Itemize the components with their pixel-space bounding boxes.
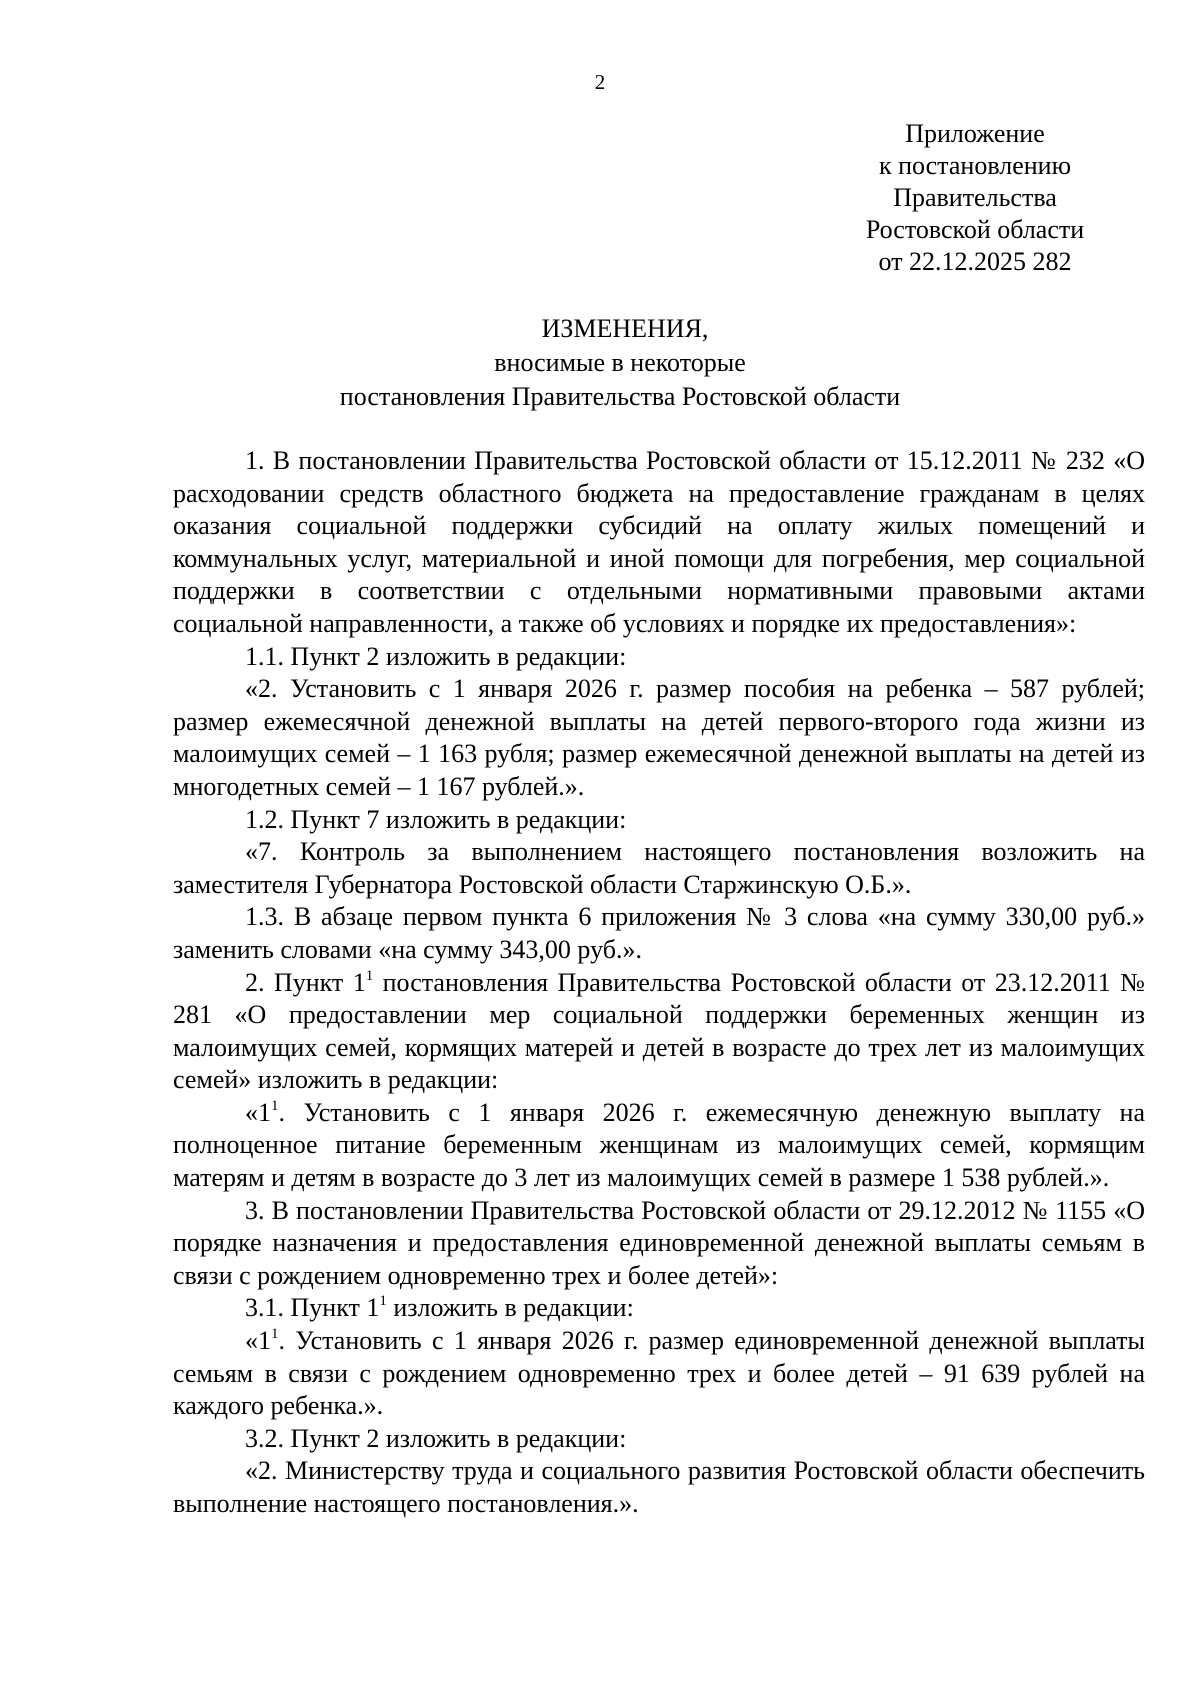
paragraph-text: изложить в редакции: — [386, 1293, 634, 1323]
title-heading: ИЗМЕНЕНИЯ, — [541, 314, 709, 343]
paragraph-text: 3.1. Пункт 1 — [245, 1293, 380, 1323]
appendix-block — [820, 118, 1130, 278]
superscript: 1 — [379, 1293, 387, 1310]
paragraph: 1.1. Пункт 2 изложить в редакции: — [245, 641, 627, 671]
document-body — [173, 445, 1145, 1521]
paragraph-text: . Установить с 1 января 2026 г. ежемесячную денежную выплату на полноценное питание беременным женщинам из малоимущих семей, кормящим матерям и детям в возрасте до 3 лет из малоимущих семей в размере 1 538 рублей.». — [173, 1097, 1145, 1193]
appendix-line: Приложение — [905, 119, 1045, 148]
superscript: 1 — [271, 1326, 279, 1343]
paragraph-text: 2. Пункт 1 — [245, 967, 366, 997]
paragraph: «2. Установить с 1 января 2026 г. размер пособия на ребенка – 587 рублей; размер ежемесячной денежной выплаты на детей первого-второго года жизни из малоимущих семей – 1 163 рубля; размер ежемесячной денежной выплаты на детей из многодетных семей – 1 167 рублей.». — [173, 674, 1145, 801]
appendix-line: к постановлению — [878, 151, 1072, 180]
appendix-line: Ростовской области — [865, 215, 1085, 244]
paragraph-text: «1 — [245, 1326, 271, 1356]
title-line: постановления Правительства Ростовской области — [339, 382, 901, 411]
paragraph — [173, 967, 1145, 1097]
paragraph: 3.2. Пункт 2 изложить в редакции: — [245, 1423, 627, 1453]
paragraph: 3. В постановлении Правительства Ростовской области от 29.12.2012 № 1155 «О порядке назначения и предоставления единовременной денежной выплаты семьям в связи с рождением одновременно трех и более детей»: — [173, 1195, 1145, 1290]
paragraph: 1.3. В абзаце первом пункта 6 приложения № 3 слова «на сумму 330,00 руб.» заменить словами «на сумму 343,00 руб.». — [173, 902, 1145, 964]
paragraph: 1. В постановлении Правительства Ростовской области от 15.12.2011 № 232 «О расходовании средств областного бюджета на предоставление гражданам в целях оказания социальной поддержки субсидий на оплату жилых помещений и коммунальных услуг, материальной и иной помощи для погребения, мер социальной поддержки в соответствии с отдельными нормативными правовыми актами социальной направленности, а также об условиях и порядке их предоставления»: — [173, 446, 1145, 638]
paragraph — [173, 1292, 1145, 1325]
paragraph: «2. Министерству труда и социального развития Ростовской области обеспечить выполнение настоящего постановления.». — [173, 1456, 1145, 1518]
superscript: 1 — [271, 1097, 279, 1114]
paragraph — [173, 1097, 1145, 1195]
paragraph — [173, 1325, 1145, 1423]
appendix-line: Правительства — [893, 183, 1057, 212]
appendix-date-line: от 22.12.2025 282 — [878, 247, 1072, 276]
paragraph-text: . Установить с 1 января 2026 г. размер единовременной денежной выплаты семьям в связи с рождением одновременно трех и более детей – 91 639 рублей на каждого ребенка.». — [173, 1326, 1145, 1421]
document-title — [0, 312, 1200, 414]
paragraph-text: постановления Правительства Ростовской области от 23.12.2011 № 281 «О предоставлении мер социальной поддержки беременных женщин из малоимущих семей, кормящих матерей и детей в возрасте до трех лет из малоимущих семей» изложить в редакции: — [173, 967, 1145, 1095]
paragraph: 1.2. Пункт 7 изложить в редакции: — [245, 804, 627, 834]
paragraph-text: «1 — [245, 1097, 271, 1127]
paragraph: «7. Контроль за выполнением настоящего постановления возложить на заместителя Губернатора Ростовской области Старжинскую О.Б.». — [173, 837, 1145, 899]
superscript: 1 — [365, 967, 374, 984]
title-line: вносимые в некоторые — [494, 348, 746, 377]
page-number: 2 — [594, 70, 606, 94]
